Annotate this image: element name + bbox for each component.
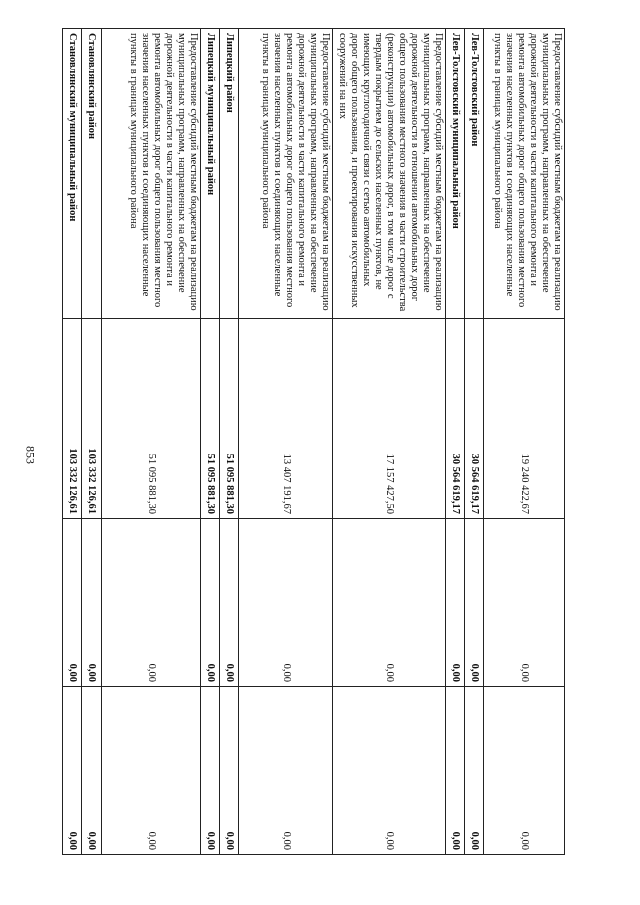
amount-cell: 0,00 — [239, 519, 333, 687]
row-label: Предоставление субсидий местным бюджетам на реализацию муниципальных программ, направленных на обеспечение дорожной деятельности в отношении автомобильных дорог общего пользования местного значения в части строительства (реконструкции) автомобильных дорог, в том числе дорог с твердым покрытием до сельских населенных пунктов, не имеющих круглогодичной связи с сетью автомобильных дорог общего пользования, и проектирования искусственных сооружений на них — [333, 29, 445, 319]
page-number: 853 — [23, 446, 38, 464]
amount-cell: 0,00 — [63, 687, 82, 855]
amount-cell: 0,00 — [200, 687, 219, 855]
table-row — [333, 29, 445, 855]
table-row — [219, 29, 238, 855]
table-row — [101, 29, 200, 855]
amount-cell: 51 095 881,30 — [101, 319, 200, 519]
table-row — [484, 29, 565, 855]
amount-cell: 0,00 — [101, 687, 200, 855]
table-row — [200, 29, 219, 855]
row-label: Лев-Толстовский район — [464, 29, 483, 319]
amount-cell: 103 332 126,61 — [82, 319, 101, 519]
amount-cell: 0,00 — [239, 687, 333, 855]
amount-cell: 0,00 — [333, 519, 445, 687]
table-row — [464, 29, 483, 855]
amount-cell: 0,00 — [219, 687, 238, 855]
amount-cell: 0,00 — [445, 687, 464, 855]
table-row — [239, 29, 333, 855]
row-label: Предоставление субсидий местным бюджетам на реализацию муниципальных программ, направленных на обеспечение дорожной деятельности в части капитального ремонта и ремонта автомобильных дорог общего пользования местного значения населенных пунктов и соединяющих населенные пункты в границах муниципального района — [239, 29, 333, 319]
row-label: Липецкий район — [219, 29, 238, 319]
table-row — [63, 29, 82, 855]
row-label: Становлянский муниципальный район — [63, 29, 82, 319]
amount-cell: 17 157 427,50 — [333, 319, 445, 519]
row-label: Липецкий муниципальный район — [200, 29, 219, 319]
table-row — [445, 29, 464, 855]
budget-table — [62, 28, 565, 855]
amount-cell: 0,00 — [333, 687, 445, 855]
row-label: Предоставление субсидий местным бюджетам на реализацию муниципальных программ, направленных на обеспечение дорожной деятельности в части капитального ремонта и ремонта автомобильных дорог общего пользования местного значения населенных пунктов и соединяющих населенные пункты в границах муниципального района — [101, 29, 200, 319]
amount-cell: 0,00 — [82, 687, 101, 855]
amount-cell: 51 095 881,30 — [200, 319, 219, 519]
amount-cell: 19 240 422,67 — [484, 319, 565, 519]
amount-cell: 0,00 — [464, 687, 483, 855]
amount-cell: 0,00 — [200, 519, 219, 687]
rotated-table-sheet — [62, 28, 565, 854]
amount-cell: 13 407 191,67 — [239, 319, 333, 519]
amount-cell: 0,00 — [101, 519, 200, 687]
amount-cell: 30 564 619,17 — [445, 319, 464, 519]
amount-cell: 0,00 — [63, 519, 82, 687]
amount-cell: 0,00 — [82, 519, 101, 687]
row-label: Предоставление субсидий местным бюджетам на реализацию муниципальных программ, направленных на обеспечение дорожной деятельности в части капитального ремонта и ремонта автомобильных дорог общего пользования местного значения населенных пунктов и соединяющих населенные пункты в границах муниципального района — [484, 29, 565, 319]
row-label: Становлянский район — [82, 29, 101, 319]
amount-cell: 30 564 619,17 — [464, 319, 483, 519]
amount-cell: 0,00 — [484, 519, 565, 687]
amount-cell: 0,00 — [445, 519, 464, 687]
amount-cell: 0,00 — [484, 687, 565, 855]
row-label: Лев-Толстовский муниципальный район — [445, 29, 464, 319]
amount-cell: 51 095 881,30 — [219, 319, 238, 519]
amount-cell: 103 332 126,61 — [63, 319, 82, 519]
amount-cell: 0,00 — [219, 519, 238, 687]
amount-cell: 0,00 — [464, 519, 483, 687]
table-row — [82, 29, 101, 855]
